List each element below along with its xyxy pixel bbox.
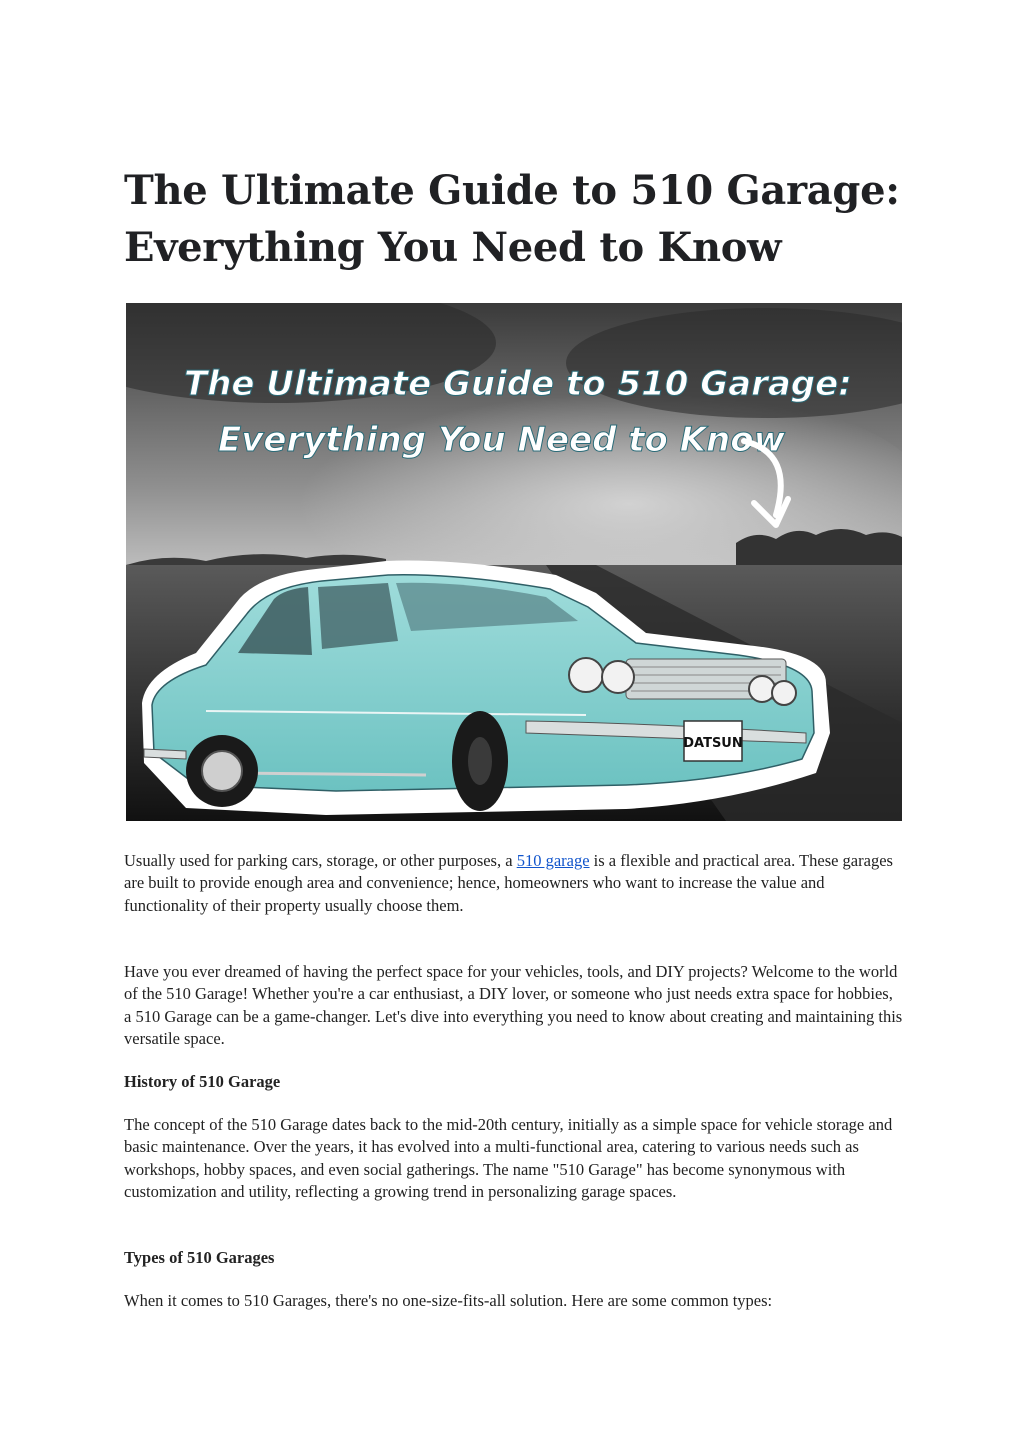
hero-illustration (126, 303, 902, 821)
article-title (124, 162, 904, 276)
intro-text-after-link: is a flexible and practical area. These garages are built to provide enough area and convenience; hence, homeowners who want to increase the value and functionality of their property usually choose them. (124, 851, 893, 915)
history-heading: History of 510 Garage (124, 1072, 281, 1091)
license-plate-text: DATSUN (683, 736, 743, 751)
intro-text-before-link: Usually used for parking cars, storage, or other purposes, a (124, 851, 517, 870)
510-garage-link[interactable]: 510 garage (516, 851, 590, 870)
welcome-paragraph: Have you ever dreamed of having the perfect space for your vehicles, tools, and DIY projects? Welcome to the world of the 510 Garage! Whether you're a car enthusiast, a DIY lover, or someone who just needs extra space for hobbies, a 510 Garage can be a game-changer. Let's dive into everything you need to know about creating and maintaining this versatile space. (124, 962, 903, 1048)
car-front-hubcap (468, 737, 492, 785)
intro-paragraph (124, 850, 904, 917)
article-title-line2: Everything You Need to Know (124, 224, 782, 271)
car-rear-bumper (144, 749, 186, 759)
hero-image (126, 303, 902, 821)
car-side-window (318, 583, 398, 649)
car-headlight-left-inner (602, 661, 634, 693)
article-title-line1: The Ultimate Guide to 510 Garage: (124, 167, 900, 214)
car-rear-hubcap (202, 751, 242, 791)
car-headlight-right-outer (772, 681, 796, 705)
car-headlight-right-inner (749, 676, 775, 702)
types-heading: Types of 510 Garages (124, 1248, 275, 1267)
hero-overlay-line2: Everything You Need to Know (218, 420, 786, 460)
types-intro-paragraph: When it comes to 510 Garages, there's no one-size-fits-all solution. Here are some common types: (124, 1291, 773, 1310)
history-paragraph: The concept of the 510 Garage dates back to the mid-20th century, initially as a simple space for vehicle storage and basic maintenance. Over the years, it has evolved into a multi-functional area, catering to various needs such as workshops, hobby spaces, and even social gatherings. The name "510 Garage" has become synonymous with customization and utility, reflecting a growing trend in personalizing garage spaces. (124, 1115, 893, 1201)
car-rocker-trim (236, 773, 426, 775)
hero-overlay-line1: The Ultimate Guide to 510 Garage: (184, 364, 852, 404)
car-headlight-left-outer (569, 658, 603, 692)
